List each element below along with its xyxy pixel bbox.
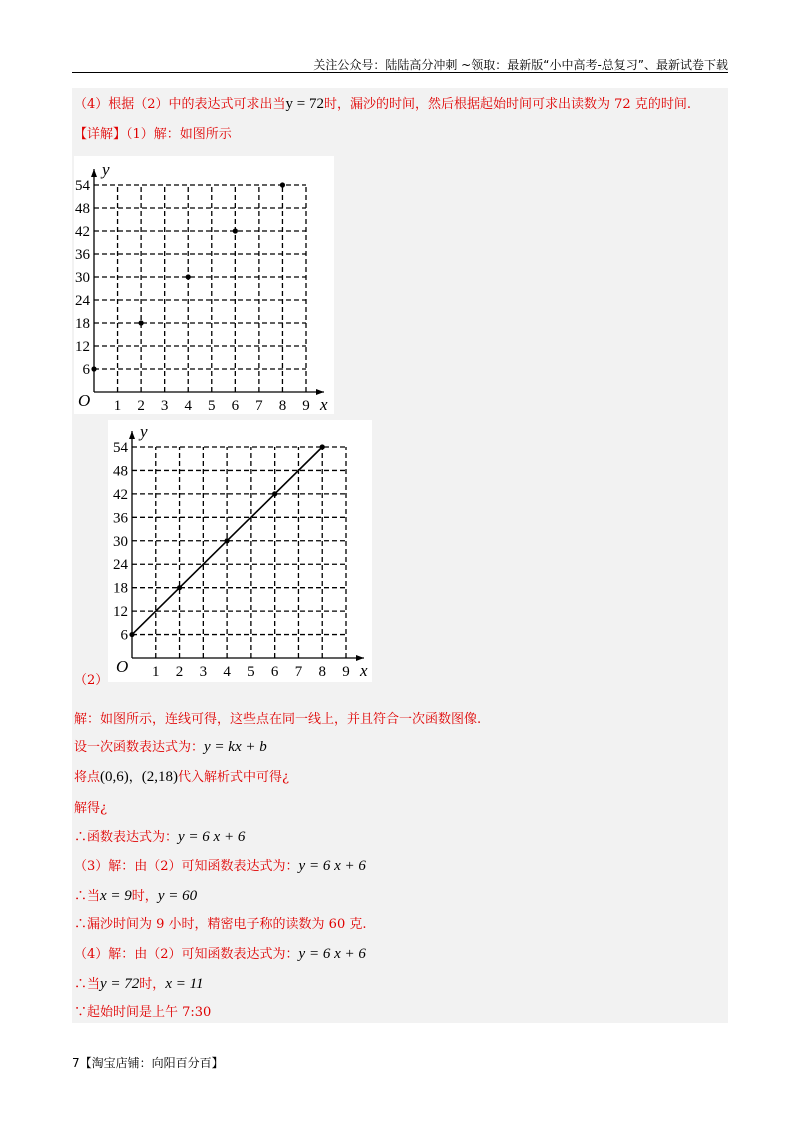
part4-when-y: y = 72 <box>100 976 140 992</box>
detail-tag: 【详解】 <box>74 127 127 142</box>
part4-when-line <box>74 975 203 994</box>
y-tick-label: 48 <box>113 463 128 480</box>
data-point <box>320 444 325 449</box>
part3-conclusion: ∴漏沙时间为 9 小时，精密电子称的读数为 60 克. <box>74 917 367 932</box>
page-number: 7 <box>72 1056 80 1070</box>
linear-form-pre: 设一次函数表达式为： <box>74 740 205 755</box>
chart-scatter-points <box>74 156 334 414</box>
y-tick-label: 36 <box>113 510 128 527</box>
y-tick-label: 36 <box>75 247 90 263</box>
x-tick-label: 1 <box>152 664 160 680</box>
x-tick-label: 4 <box>184 398 192 414</box>
function-result-pre: ∴函数表达式为： <box>74 830 179 845</box>
chart-line-graph <box>108 420 372 682</box>
x-tick-label: 5 <box>247 664 255 680</box>
data-point <box>225 538 230 543</box>
data-point <box>186 274 191 279</box>
part3-line <box>74 857 366 876</box>
function-result-math: y = 6 x + 6 <box>178 829 246 845</box>
part3-math: y = 6 x + 6 <box>298 858 366 874</box>
page-header: 关注公众号：陆陆高分冲刺 ~领取：最新版“小中高考-总复习”、最新试卷下载 <box>313 58 728 72</box>
linear-form-math: y = kx + b <box>204 739 267 755</box>
substitute-post: 代入解析式中可得¿ <box>178 770 290 785</box>
chart2-svg <box>108 420 372 682</box>
data-point <box>139 320 144 325</box>
page-footer <box>72 1054 224 1071</box>
origin-label: O <box>78 391 91 410</box>
y-tick-label: 30 <box>113 533 128 550</box>
x-tick-label: 8 <box>318 664 326 680</box>
substitute-sep: ， <box>128 770 142 785</box>
y-tick-label: 18 <box>75 316 90 332</box>
x-tick-label: 2 <box>137 398 145 414</box>
y-tick-label: 24 <box>75 293 90 309</box>
step4-hint-pre: （4）根据（2）中的表达式可求出当 <box>74 97 286 112</box>
step4-hint-line <box>74 95 691 114</box>
y-tick-label: 30 <box>75 270 90 286</box>
y-tick-label: 48 <box>75 201 90 217</box>
x-tick-label: 4 <box>223 664 231 680</box>
substitute-line <box>74 768 289 787</box>
x-tick-label: 7 <box>294 664 303 680</box>
part3-when-x: x = 9 <box>100 888 132 904</box>
origin-label: O <box>116 657 129 676</box>
x-tick-label: 3 <box>199 664 208 680</box>
y-tick-label: 42 <box>113 486 128 503</box>
chart1-svg <box>74 156 334 414</box>
part4-math: y = 6 x + 6 <box>298 946 366 962</box>
part4-line <box>74 945 366 964</box>
part3-when-line <box>74 887 197 906</box>
y-axis-label: y <box>140 422 148 441</box>
x-tick-label: 6 <box>270 664 279 680</box>
solve-line: 解得¿ <box>74 801 107 816</box>
part2-explanation: 解：如图所示，连线可得，这些点在同一线上，并且符合一次函数图像. <box>74 712 482 727</box>
y-tick-label: 6 <box>120 627 128 644</box>
y-axis-arrow <box>129 431 135 439</box>
function-result-line <box>74 828 245 847</box>
x-tick-label: 1 <box>113 398 122 414</box>
part2-label: （2） <box>74 673 109 688</box>
part3-pre: （3）解：由（2）可知函数表达式为： <box>74 859 299 874</box>
part4-when-x: x = 11 <box>165 976 204 992</box>
y-axis-arrow <box>91 169 97 177</box>
substitute-pre: 将点 <box>74 770 101 785</box>
y-tick-label: 12 <box>75 339 90 355</box>
data-point <box>91 366 96 371</box>
data-point <box>280 182 285 187</box>
data-point <box>177 585 182 590</box>
linear-form-line <box>74 738 267 757</box>
step4-hint-math: y = 72 <box>285 96 325 112</box>
substitute-point1: (0,6) <box>100 769 129 785</box>
y-tick-label: 54 <box>113 440 128 456</box>
step4-hint-post: 时，漏沙的时间，然后根据起始时间可求出读数为 72 克的时间. <box>324 97 691 112</box>
header-divider <box>72 72 728 73</box>
detail-heading-line <box>74 126 232 144</box>
y-tick-label: 24 <box>113 557 128 574</box>
x-axis-label: x <box>320 395 328 414</box>
detail-part1: （1）解：如图所示 <box>126 127 232 142</box>
x-tick-label: 3 <box>160 398 169 414</box>
x-tick-label: 5 <box>208 398 216 414</box>
y-tick-label: 42 <box>75 224 90 240</box>
part3-when-y: y = 60 <box>157 888 198 904</box>
part4-when-mid: 时， <box>139 977 166 992</box>
data-point <box>272 491 277 496</box>
x-axis-label: x <box>360 661 368 680</box>
part3-when-mid: 时， <box>131 889 158 904</box>
start-time-line: ∵起始时间是上午 7:30 <box>74 1005 212 1020</box>
x-tick-label: 6 <box>231 398 240 414</box>
substitute-point2: (2,18) <box>141 769 179 785</box>
footer-shop-text: 【淘宝店铺：向阳百分百】 <box>79 1056 224 1070</box>
y-axis-label: y <box>102 160 110 179</box>
data-point <box>233 228 238 233</box>
part4-when-pre: ∴当 <box>74 977 101 992</box>
x-tick-label: 9 <box>302 398 310 414</box>
y-tick-label: 18 <box>113 580 128 597</box>
part4-pre: （4）解：由（2）可知函数表达式为： <box>74 947 299 962</box>
y-tick-label: 6 <box>82 362 90 378</box>
x-tick-label: 9 <box>342 664 350 680</box>
part3-when-pre: ∴当 <box>74 889 101 904</box>
y-tick-label: 12 <box>113 604 128 621</box>
x-tick-label: 7 <box>255 398 263 414</box>
data-point <box>129 632 134 637</box>
x-tick-label: 8 <box>278 398 287 414</box>
y-tick-label: 54 <box>75 178 90 194</box>
x-tick-label: 2 <box>175 664 184 680</box>
